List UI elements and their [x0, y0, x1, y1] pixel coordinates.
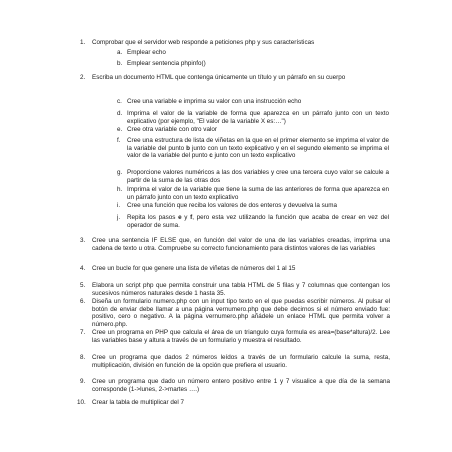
item-number: 7. — [80, 329, 86, 336]
sub-letter: e. — [117, 126, 123, 133]
item-text: Crear la tabla de multiplicar del 7 — [92, 399, 185, 406]
sub-text: Cree una variable e imprima su valor con una instrucción echo — [127, 98, 302, 105]
sub-letter: c. — [117, 98, 122, 105]
sub-letter: g. — [117, 169, 123, 176]
item-text: Cree un programa que dados 2 números leídos a través de un formulario calcule la suma, resta, multiplicación, división en función de la opción que prefiera el usuario. — [92, 354, 390, 369]
item-text: Elabora un script php que permita construir una tabla HTML de 5 filas y 7 columnas que contengan los sucesivos números naturales desde 1 hasta 35. — [92, 282, 390, 297]
sub-text: Emplear sentencia phpinfo() — [127, 60, 206, 67]
item-number: 5. — [80, 282, 86, 289]
sub-letter: a. — [117, 49, 123, 56]
sub-letter: j. — [117, 214, 121, 221]
item-number: 2. — [80, 74, 86, 81]
item-number: 1. — [80, 39, 86, 46]
item-number: 4. — [80, 265, 86, 272]
sub-letter: i. — [117, 202, 121, 209]
sub-text: Imprima el valor de la variable que tiene la suma de las anteriores de forma que aparezca en un párrafo junto con un texto explicativo — [127, 186, 389, 201]
sub-text: Cree otra variable con otro valor — [127, 126, 217, 133]
item-text: Cree una sentencia IF ELSE que, en función del valor de una de las variables creadas, imprima una cadena de texto u otra. Compruebe su correcto funcionamiento para distintos valores de las variables — [92, 237, 390, 252]
sub-text: Cree una función que reciba los valores de dos enteros y devuelva la suma — [127, 202, 338, 209]
item-text: Comprobar que el servidor web responde a peticiones php y sus características — [92, 39, 315, 46]
item-number: 8. — [80, 354, 86, 361]
sub-letter: b. — [117, 60, 123, 67]
item-number: 3. — [80, 237, 86, 244]
item-text: Cree un programa que dado un número entero positivo entre 1 y 7 visualice a que día de la semana corresponde (1->lunes, 2->martes ….) — [92, 378, 390, 393]
sub-text: Proporcione valores numéricos a las dos variables y cree una tercera cuyo valor se calcule a partir de la suma de las otras dos — [127, 169, 389, 184]
item-text: Cree un bucle for que genere una lista de viñetas de números del 1 al 15 — [92, 265, 296, 272]
item-number: 9. — [80, 378, 86, 385]
sub-letter: h. — [117, 186, 123, 193]
item-number: 10. — [77, 399, 86, 406]
item-text: Escriba un documento HTML que contenga únicamente un título y un párrafo en su cuerpo — [92, 74, 346, 81]
sub-letter: f. — [117, 137, 121, 144]
sub-text: Emplear echo — [127, 49, 166, 56]
sub-text: Cree una estructura de lista de viñetas en la que en el primer elemento se imprima el valor de la variable del punto b junto con un texto explicativo y en el segundo elemento se imprima el valor de la variable del punto c junto con un texto explicativo — [127, 137, 389, 160]
item-text: Cree un programa en PHP que calcula el área de un triangulo cuya formula es area=(base*altura)/2. Lee las variables base y altura a través de un formulario y muestra el resultado. — [92, 329, 390, 344]
item-number: 6. — [80, 298, 86, 305]
sub-letter: d. — [117, 110, 123, 117]
sub-text: Repita los pasos e y f, pero esta vez utilizando la función que acaba de crear en vez del operador de suma. — [127, 214, 390, 229]
item-text: Diseña un formulario numero.php con un input tipo texto en el que puedas escribir números. Al pulsar el botón de enviar debe llamar a una página vernumero.php que debe decirnos si el número enviado fue: positivo, cero o negativo. A la página vernumero.php añádele un enlace HTML que permita volver a número.php. — [92, 298, 390, 328]
sub-text: Imprima el valor de la variable de forma que aparezca en un párrafo junto con un texto explicativo (por ejemplo, "El valor de la variable X es:…") — [127, 110, 389, 125]
